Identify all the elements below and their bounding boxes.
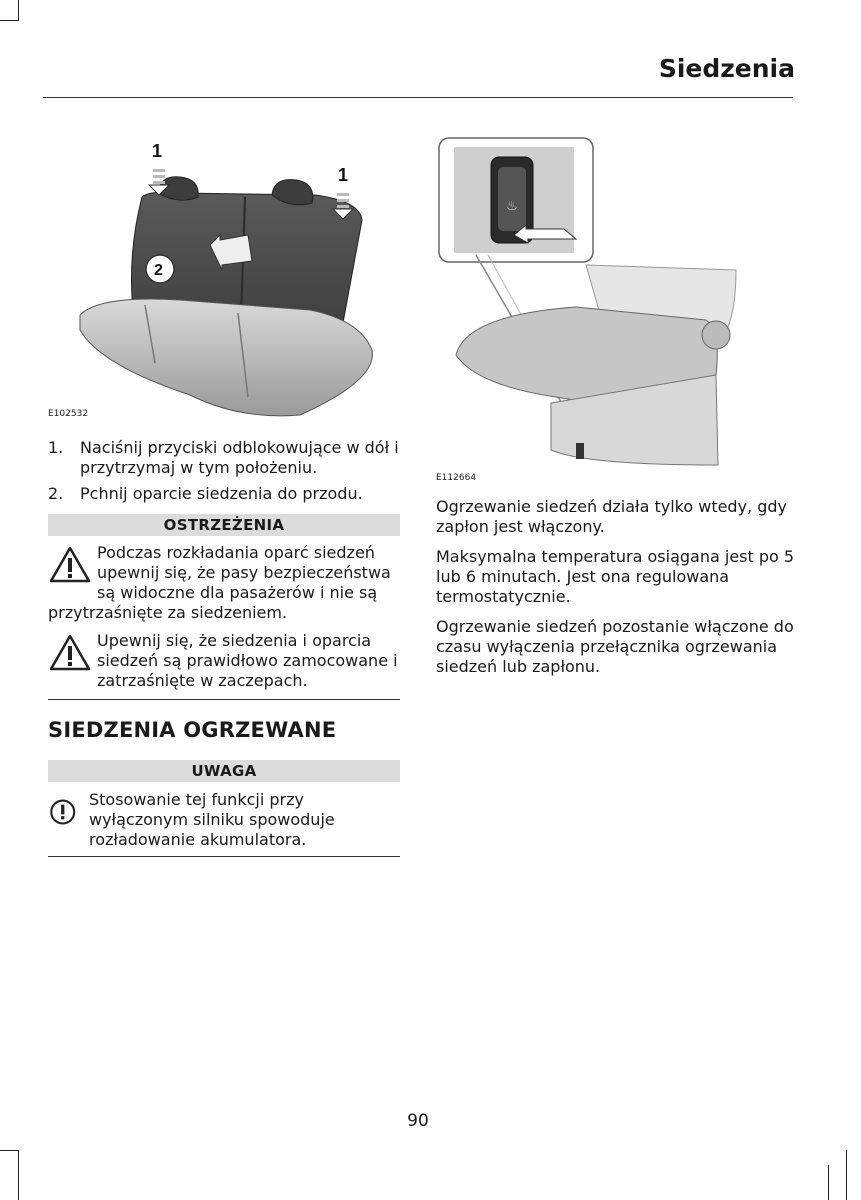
crop-mark: [18, 1150, 19, 1200]
note-item: [48, 790, 400, 850]
right-column: [436, 497, 796, 687]
note-text: Stosowanie tej funkcji przy wyłączonym silniku spowoduje rozładowanie akumulatora.: [89, 790, 335, 849]
paragraph: Ogrzewanie siedzeń działa tylko wtedy, gdy zapłon jest włączony.: [436, 497, 788, 536]
list-text: Naciśnij przyciski odblokowujące w dół i przytrzymaj w tym położeniu.: [80, 438, 399, 477]
list-number: 2.: [48, 484, 64, 503]
list-number: 1.: [48, 438, 64, 457]
divider: [48, 699, 400, 700]
crop-mark: [0, 1150, 19, 1151]
warning-text: Upewnij się, że siedzenia i oparcia siedzeń są prawidłowo zamocowane i zatrzaśnięte w zaczepach.: [97, 631, 398, 690]
list-item: [48, 438, 400, 478]
crop-mark: [18, 0, 19, 20]
crop-mark: [846, 1150, 847, 1200]
seat-heat-icon: ♨: [506, 199, 518, 214]
warning-triangle-icon: [48, 545, 92, 585]
left-column: [48, 438, 400, 857]
warnings-heading: OSTRZEŻENIA: [48, 514, 400, 536]
crop-mark: [828, 1165, 829, 1200]
note-heading: UWAGA: [48, 760, 400, 782]
rear-seat-illustration: [60, 135, 400, 425]
paragraph: Ogrzewanie siedzeń pozostanie włączone do czasu wyłączenia przełącznika ogrzewania siedzeń lub zapłonu.: [436, 617, 794, 676]
list-item: [48, 484, 400, 504]
warning-item: [48, 543, 400, 623]
warning-triangle-icon: [48, 633, 92, 673]
callout-1-left: 1: [152, 141, 163, 161]
figure-code-left: E102532: [48, 409, 89, 419]
page-number: 90: [407, 1111, 429, 1131]
figure-code-right: E112664: [436, 473, 477, 483]
paragraph: Maksymalna temperatura osiągana jest po 5 lub 6 minutach. Jest ona regulowana termostatycznie.: [436, 547, 795, 606]
callout-2: 2: [154, 262, 163, 279]
divider: [48, 856, 400, 857]
section-heading: SIEDZENIA OGRZEWANE: [48, 718, 337, 742]
warning-text: Podczas rozkładania oparć siedzeń upewnij się, że pasy bezpieczeństwa są widoczne dla pasażerów i nie są przytrzaśnięte za siedzeniem.: [48, 543, 391, 622]
page-title: Siedzenia: [658, 54, 795, 83]
notice-exclamation-icon: [48, 792, 84, 832]
heated-seat-illustration: [436, 135, 796, 475]
warning-item: [48, 631, 400, 691]
callout-1-right: 1: [338, 165, 349, 185]
crop-mark: [0, 20, 19, 21]
header-rule: [43, 97, 793, 98]
list-text: Pchnij oparcie siedzenia do przodu.: [80, 484, 363, 503]
